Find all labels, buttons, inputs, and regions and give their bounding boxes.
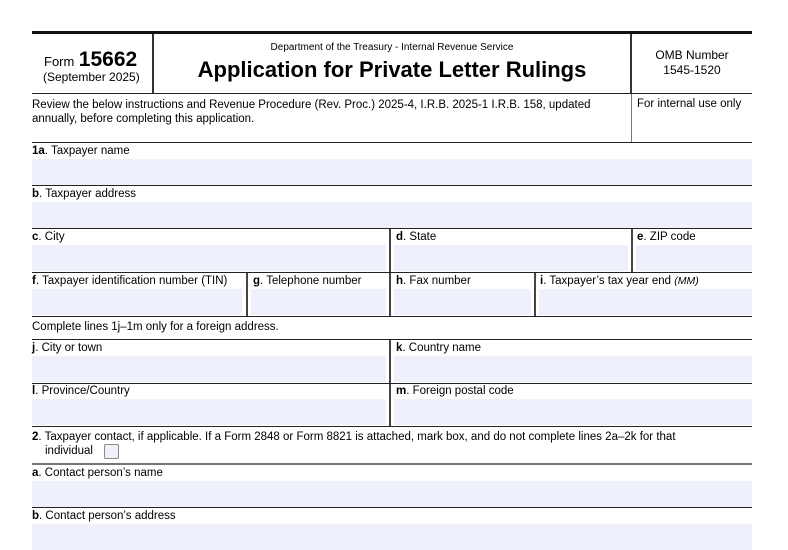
divider-j-k — [389, 340, 391, 383]
foreign-address-note: Complete lines 1j–1m only for a foreign address. — [32, 321, 279, 333]
foreign-city-input[interactable] — [32, 356, 386, 382]
label-1g: g. Telephone number — [253, 275, 362, 287]
divider-g-h — [389, 273, 391, 316]
title-block — [154, 34, 630, 93]
label-1i: i. Taxpayer’s tax year end (MM) — [540, 275, 699, 287]
tin-input[interactable] — [32, 289, 242, 315]
line2-instructions: 2. Taxpayer contact, if applicable. If a Form 2848 or Form 8821 is attached, mark box, and do not complete lines 2a–2k for that individual — [32, 431, 676, 457]
label-1a: 1a. Taxpayer name — [32, 145, 130, 157]
rule-2b — [32, 507, 752, 508]
state-input[interactable] — [394, 245, 628, 271]
rule-1f — [32, 272, 752, 273]
rule-1c — [32, 228, 752, 229]
label-1e: e. ZIP code — [637, 231, 696, 243]
label-1m: m. Foreign postal code — [396, 385, 514, 397]
instructions-text: Review the below instructions and Revenue Procedure (Rev. Proc.) 2025-4, I.R.B. 2025-1 I.R.B. 158, updated annually, before completing this application. — [32, 99, 591, 125]
rule-foreign-note — [32, 316, 752, 317]
telephone-input[interactable] — [251, 289, 386, 315]
rule-2a — [32, 463, 752, 465]
header-bottom-rule — [32, 93, 752, 94]
fax-input[interactable] — [394, 289, 531, 315]
taxpayer-name-input[interactable] — [32, 159, 752, 185]
divider-c-d — [389, 229, 391, 272]
form-title: Application for Private Letter Rulings — [197, 57, 587, 82]
label-1f: f. Taxpayer identification number (TIN) — [32, 275, 228, 287]
taxpayer-address-input[interactable] — [32, 202, 752, 228]
form-2848-8821-checkbox[interactable] — [104, 444, 119, 459]
foreign-postal-code-input[interactable] — [394, 399, 752, 425]
instructions-divider — [631, 94, 632, 142]
omb-label: OMB Number — [655, 48, 729, 62]
rule-1j — [32, 339, 752, 340]
contact-name-input[interactable] — [32, 481, 752, 507]
country-name-input[interactable] — [394, 356, 752, 382]
label-1j: j. City or town — [32, 342, 103, 354]
rule-line2 — [32, 426, 752, 427]
label-1c: c. City — [32, 231, 65, 243]
province-input[interactable] — [32, 399, 386, 425]
agency-name: Department of the Treasury - Internal Revenue Service — [270, 42, 514, 53]
divider-f-g — [246, 273, 248, 316]
zip-code-input[interactable] — [636, 245, 752, 271]
form-id-block — [32, 34, 152, 93]
city-input[interactable] — [32, 245, 386, 271]
label-2a: a. Contact person’s name — [32, 467, 163, 479]
label-1l: l. Province/Country — [32, 385, 130, 397]
contact-address-input[interactable] — [32, 524, 752, 550]
internal-use-label: For internal use only — [637, 98, 742, 110]
label-1k: k. Country name — [396, 342, 482, 354]
form-number: Form 15662 — [44, 48, 138, 71]
form-revision: (September 2025) — [43, 70, 140, 84]
omb-number: 1545-1520 — [663, 63, 721, 77]
label-1d: d. State — [396, 231, 437, 243]
divider-l-m — [389, 384, 391, 427]
label-1h: h. Fax number — [396, 275, 471, 287]
label-1b: b. Taxpayer address — [32, 188, 136, 200]
divider-d-e — [631, 229, 633, 272]
rule-1l — [32, 383, 752, 384]
omb-block — [632, 34, 752, 93]
tax-year-end-input[interactable] — [539, 289, 752, 315]
label-2b: b. Contact person’s address — [32, 510, 176, 522]
divider-h-i — [534, 273, 536, 316]
rule-1a — [32, 142, 752, 143]
rule-1b — [32, 185, 752, 186]
